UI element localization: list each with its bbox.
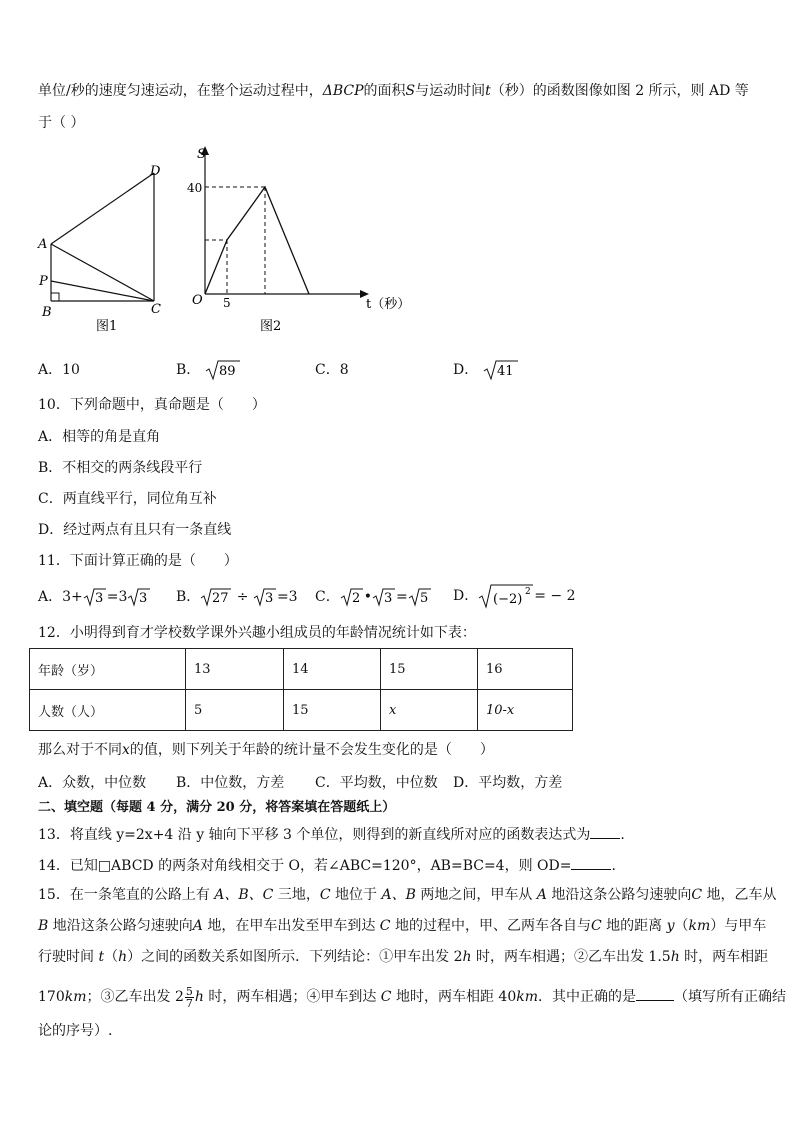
table-cell: 5 [186, 690, 284, 731]
segment-ac [51, 244, 154, 301]
q9-text-b: 的面积 [363, 83, 406, 99]
q15-t: km [64, 989, 87, 1005]
label-d: D [150, 164, 161, 179]
table-cell: 14 [284, 649, 381, 690]
q9-option-b[interactable] [176, 359, 241, 381]
figure-1 [30, 158, 180, 338]
q9-option-d[interactable] [453, 359, 519, 381]
q11-b-prefix: B． [176, 589, 201, 605]
q15-t: ．其中正确的是 [538, 989, 636, 1005]
origin-label: O [192, 293, 203, 308]
q15-t: A、B、C [214, 887, 274, 903]
q15-t: C [590, 918, 602, 934]
figure-1-caption: 图1 [96, 319, 118, 334]
x-axis-label: t（秒） [366, 297, 410, 312]
sqrt-3 [127, 587, 151, 607]
table-cell: 人数（人） [30, 690, 186, 731]
q12-option-c[interactable]: C．平均数，中位数 [315, 775, 438, 791]
y-tick-40: 40 [187, 181, 203, 195]
fraction-numerator: 5 [185, 984, 193, 998]
sqrt-27-radicand: 27 [212, 591, 229, 606]
q9-stem-line2: 于（ ） [38, 115, 85, 131]
age-table [29, 648, 573, 731]
q14-text: 14．已知□ABCD 的两条对角线相交于 O，若∠ABC=120°，AB=BC=4，则 OD= [38, 858, 572, 874]
q15-t: km [688, 918, 711, 934]
x-tick-5: 5 [223, 296, 231, 310]
right-angle-mark [51, 293, 59, 301]
q9-stem-line1 [38, 82, 749, 100]
q13-answer-blank[interactable] [590, 824, 620, 839]
q11-option-a[interactable] [38, 586, 151, 607]
table-row [30, 649, 573, 690]
q11-d-eq: = − 2 [534, 588, 576, 604]
q10-option-d[interactable]: D．经过两点有且只有一条直线 [38, 522, 232, 538]
q15-t: 时，两车相距 [679, 949, 769, 965]
table-cell: 13 [186, 649, 284, 690]
q15-t: y [666, 918, 675, 934]
q12-option-b[interactable]: B．中位数，方差 [176, 775, 285, 791]
q15-t: （ [104, 949, 119, 965]
q15-t: 地的距离 [601, 918, 667, 934]
q15-t: ）之间的函数关系如图所示．下列结论：①甲车出发 2 [127, 949, 463, 965]
fraction-denominator: 7 [185, 996, 193, 1010]
fraction-5-7 [185, 986, 194, 1009]
q9-triangle: ΔBCP [322, 83, 364, 99]
sqrt-exponent: 2 [525, 587, 531, 597]
q11-a-prefix: A． [38, 589, 63, 605]
q15-line1 [38, 886, 777, 904]
q15-t: 地沿这条公路匀速驶向 [546, 887, 692, 903]
q9-var-t: t [485, 83, 491, 99]
label-p: P [39, 274, 48, 289]
q11-option-c[interactable] [315, 586, 432, 607]
q13-text: 13．将直线 y=2x+4 沿 y 轴向下平移 3 个单位，则得到的新直线所对应的函数表达式为 [38, 827, 591, 843]
table-cell: 10-x [478, 690, 573, 731]
q12-stem: 12．小明得到育才学校数学课外兴趣小组成员的年龄情况统计如下表： [38, 625, 476, 641]
q11-c-dot: • [363, 589, 372, 605]
q11-b-eq: =3 [276, 589, 298, 605]
y-axis-label: S [197, 147, 206, 162]
q13 [38, 824, 625, 844]
q14-end: . [611, 858, 616, 874]
q15-line2 [38, 917, 766, 935]
q9-text-a: 单位/秒的速度匀速运动，在整个运动过程中， [38, 83, 323, 99]
q15-t: 地，乙车从 [702, 887, 777, 903]
q15-line4 [38, 984, 786, 1010]
table-cell: 年龄（岁） [30, 649, 186, 690]
sqrt-3-radicand: 3 [383, 591, 393, 606]
q11-stem: 11．下面计算正确的是（ ） [38, 553, 238, 569]
sqrt-3-radicand: 3 [139, 591, 148, 606]
q11-c-prefix: C． [315, 589, 340, 605]
sqrt-41-radicand: 41 [496, 364, 514, 379]
q12-after-x: x [122, 742, 130, 758]
q11-d-prefix: D． [453, 588, 479, 604]
sqrt-3 [253, 587, 277, 607]
q11-c-eq: = [395, 589, 408, 605]
sqrt-5-radicand: 5 [419, 591, 428, 606]
sqrt-89-radicand: 89 [218, 364, 236, 379]
q15-t: 地沿这条公路匀速驶向 [48, 918, 193, 934]
q11-a-expr: 3+ [62, 589, 83, 605]
q15-t: C [691, 887, 703, 903]
q15-t: （ [674, 918, 689, 934]
q10-option-a[interactable]: A．相等的角是直角 [38, 429, 161, 445]
q9-text-d: （秒）的函数图像如图 2 所示，则 AD 等 [490, 83, 749, 99]
label-b: B [42, 305, 52, 320]
q15-t: h [194, 989, 204, 1005]
q15-t: 地的过程中，甲、乙两车各自与 [390, 918, 591, 934]
q15-t: （填写所有正确结 [674, 989, 786, 1005]
table-cell: x [381, 690, 478, 731]
sqrt-2 [340, 587, 364, 607]
figure-2-caption: 图2 [260, 319, 282, 334]
q15-t: A [536, 887, 547, 903]
q11-option-b[interactable] [176, 586, 298, 607]
q15-t: h [670, 949, 680, 965]
table-row [30, 690, 573, 731]
q12-after-a: 那么对于不同 [38, 742, 122, 758]
q9-option-d-prefix: D． [453, 362, 479, 378]
q13-end: . [620, 827, 625, 843]
sqrt-3 [83, 587, 107, 607]
q15-t: A [192, 918, 203, 934]
q15-t: B [38, 918, 49, 934]
q15-t: t [98, 949, 105, 965]
segment-ad [51, 173, 154, 244]
q15-t: C [319, 887, 331, 903]
q15-t: 三地， [273, 887, 320, 903]
q15-line3 [38, 948, 768, 966]
q9-option-a[interactable]: A．10 [38, 362, 80, 378]
q15-t: ）与甲车 [710, 918, 767, 934]
q15-t: 15．在一条笔直的公路上有 [38, 887, 215, 903]
q10-option-c[interactable]: C．两直线平行，同位角互补 [38, 491, 217, 507]
q15-t: 两地之间，甲车从 [415, 887, 537, 903]
q15-t: 地，在甲车出发至甲车到达 [202, 918, 380, 934]
segment-pc [51, 281, 154, 301]
q12-after [38, 741, 494, 759]
q9-text-c: 与运动时间 [415, 83, 486, 99]
q15-t: C [380, 989, 392, 1005]
section-2-heading: 二、填空题（每题 4 分，满分 20 分，将答案填在答题纸上） [38, 800, 396, 815]
q15-t: 时，两车相遇；④甲车到达 [203, 989, 381, 1005]
q15-t: 地位于 [330, 887, 382, 903]
sqrt-5 [408, 587, 432, 607]
sqrt-3 [372, 587, 396, 607]
q9-option-b-prefix: B． [176, 362, 201, 378]
sqrt-41 [483, 359, 519, 381]
sqrt-inner: (−2) [493, 592, 523, 607]
q15-line5: 论的序号）. [38, 1023, 113, 1039]
label-a: A [38, 237, 48, 252]
q15-t: h [118, 949, 128, 965]
q14-answer-blank[interactable] [571, 855, 611, 870]
q9-var-s: S [405, 83, 416, 99]
q11-option-d[interactable] [453, 583, 576, 609]
sqrt-neg2-squared [478, 583, 534, 609]
q15-answer-blank[interactable] [636, 986, 674, 1001]
figure-2 [180, 140, 410, 340]
sqrt-3-radicand: 3 [94, 591, 104, 606]
q12-after-b: 的值，则下列关于年龄的统计量不会发生变化的是（ ） [129, 742, 494, 758]
sqrt-2-radicand: 2 [351, 591, 360, 606]
q15-t: 行驶时间 [38, 949, 99, 965]
q10-option-b[interactable]: B．不相交的两条线段平行 [38, 460, 203, 476]
q15-t: 地时，两车相距 40 [391, 989, 517, 1005]
sqrt-3-radicand: 3 [264, 591, 274, 606]
q12-option-d[interactable]: D．平均数，方差 [453, 775, 563, 791]
table-cell: 15 [284, 690, 381, 731]
q15-t: h [462, 949, 472, 965]
table-cell: 16 [478, 649, 573, 690]
q14 [38, 855, 616, 875]
q15-t: 170 [38, 989, 65, 1005]
q10-stem: 10．下列命题中，真命题是（ ） [38, 397, 266, 413]
q12-option-a[interactable]: A．众数，中位数 [38, 775, 147, 791]
q11-b-div: ÷ [232, 589, 253, 605]
q15-t: 时，两车相遇；②乙车出发 1.5 [471, 949, 671, 965]
q9-option-c[interactable]: C．8 [315, 362, 349, 378]
sqrt-27 [200, 587, 232, 607]
q15-t: ；③乙车出发 2 [86, 989, 184, 1005]
q15-t: A、B [381, 887, 416, 903]
table-cell: 15 [381, 649, 478, 690]
q15-t: km [516, 989, 538, 1005]
label-c: C [151, 302, 161, 317]
q15-t: C [379, 918, 391, 934]
q11-a-eq: =3 [106, 589, 128, 605]
sqrt-89 [205, 359, 241, 381]
